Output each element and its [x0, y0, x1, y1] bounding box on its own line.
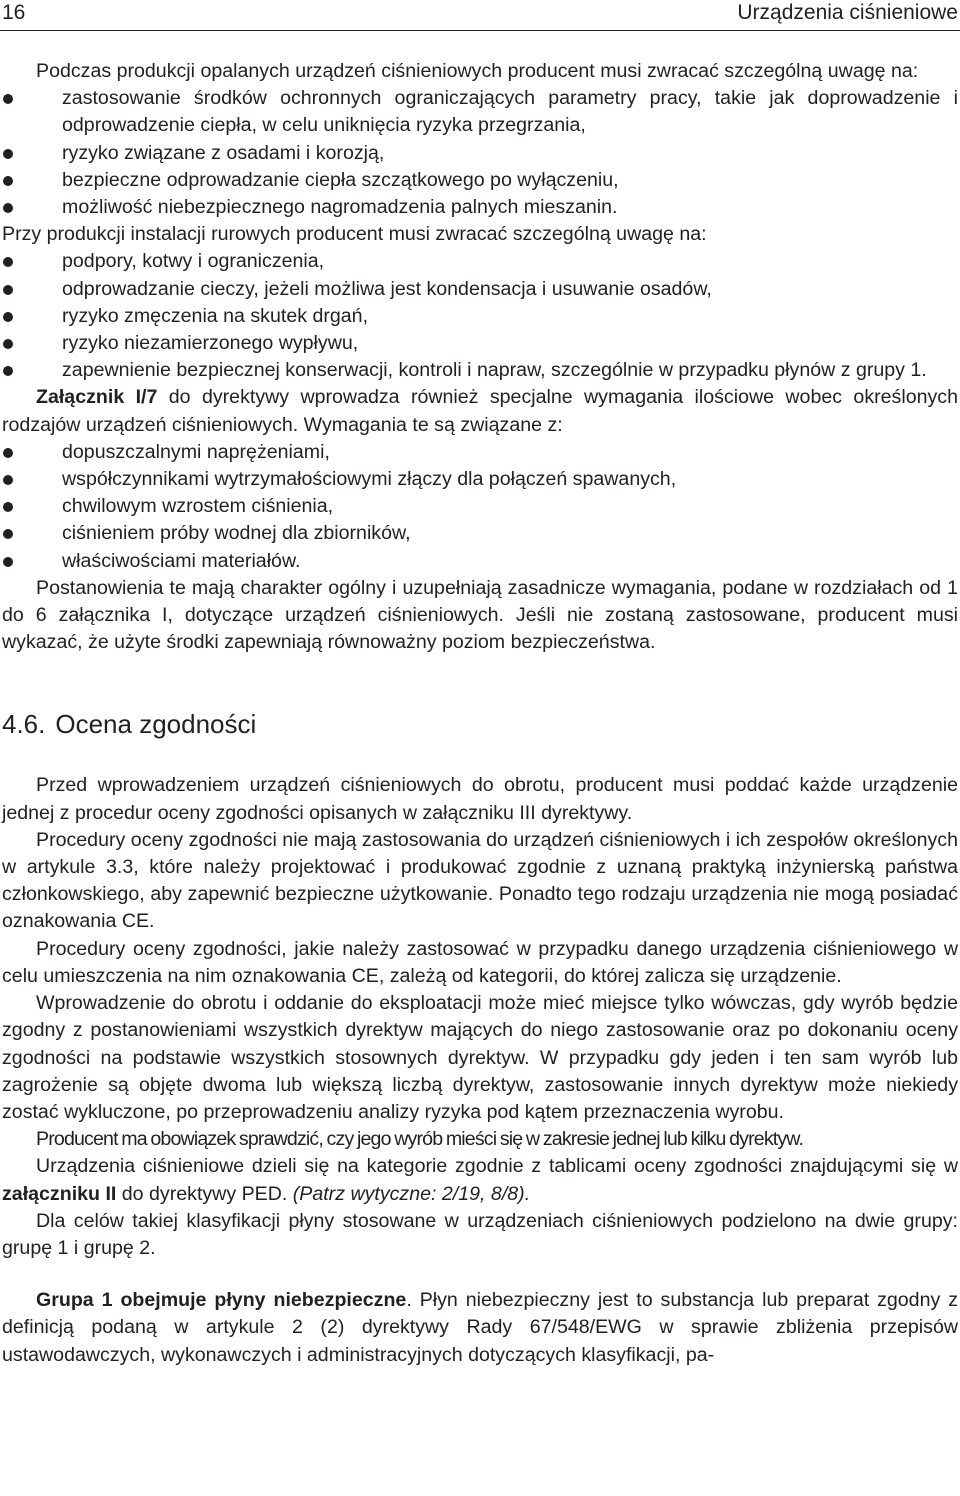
bullet-icon: [3, 529, 13, 539]
bullet-list: [2, 85, 958, 221]
bullet-icon: [3, 557, 13, 567]
list-item: bezpieczne odprowadzanie ciepła szczątkowego po wyłączeniu,: [2, 167, 958, 194]
list-item: dopuszczalnymi naprężeniami,: [2, 439, 958, 466]
bullet-icon: [3, 475, 13, 485]
bullet-list: [2, 248, 958, 384]
section-title: Ocena zgodności: [55, 709, 257, 740]
page-body: [2, 58, 958, 1369]
paragraph: Załącznik I/7 do dyrektywy wprowadza również specjalne wymagania ilościowe wobec określonych rodzajów urządzeń ciśnieniowych. Wymagania te są związane z:: [2, 386, 958, 436]
paragraph: Procedury oceny zgodności nie mają zastosowania do urządzeń ciśnieniowych i ich zespołów określonych w artykule 3.3, które należy projektować i produkować zgodnie z uznaną praktyką inżynierską państwa członkowskiego, aby zapewnić bezpieczne użytkowanie. Ponadto tego rodzaju urządzenia nie mogą posiadać oznakowania CE.: [2, 828, 958, 933]
paragraph: Przy produkcji instalacji rurowych producent musi zwracać szczególną uwagę na:: [2, 223, 707, 246]
bullet-icon: [3, 176, 13, 186]
page-number: 16: [2, 1, 26, 24]
spacer: [2, 1262, 958, 1287]
paragraph: Grupa 1 obejmuje płyny niebezpieczne. Płyn niebezpieczny jest to substancja lub preparat zgodny z definicją podaną w artykule 2 (2) dyrektywy Rady 67/548/EWG w sprawie zbliżenia przepisów ustawodawczych, wykonawczych i administracyjnych dotyczących klasyfikacji, pa-: [2, 1289, 958, 1366]
bullet-list: [2, 439, 958, 575]
paragraph: Wprowadzenie do obrotu i oddanie do eksploatacji może mieć miejsce tylko wówczas, gdy wyrób będzie zgodny z postanowieniami wszystkich dyrektyw mających do niego zastosowanie oraz po dokonaniu oceny zgodności na podstawie wszystkich stosownych dyrektyw. W przypadku gdy jeden i ten sam wyrób lub zagrożenie są objęte dwoma lub większą liczbą dyrektyw, zastosowanie innych dyrektyw może niekiedy zostać wykluczone, po przeprowadzeniu analizy ryzyka pod kątem przeznaczenia wyrobu.: [2, 992, 958, 1123]
paragraph: Dla celów takiej klasyfikacji płyny stosowane w urządzeniach ciśnieniowych podzielono na dwie grupy: grupę 1 i grupę 2.: [2, 1209, 958, 1259]
section-heading: [2, 708, 958, 740]
bullet-icon: [3, 257, 13, 267]
bullet-icon: [3, 502, 13, 512]
list-item: ryzyko niezamierzonego wypływu,: [2, 330, 958, 357]
group-heading: Grupa 1 obejmuje płyny niebezpieczne: [36, 1289, 407, 1312]
paragraph: Przed wprowadzeniem urządzeń ciśnieniowych do obrotu, producent musi poddać każde urządzenie jednej z procedur oceny zgodności opisanych w załączniku III dyrektywy.: [2, 774, 958, 824]
bullet-icon: [3, 448, 13, 458]
list-item: chwilowym wzrostem ciśnienia,: [2, 493, 958, 520]
list-item: ryzyko związane z osadami i korozją,: [2, 140, 958, 167]
bullet-icon: [3, 285, 13, 295]
annex-reference: Załącznik I/7: [36, 386, 158, 409]
paragraph: Podczas produkcji opalanych urządzeń ciśnieniowych producent musi zwracać szczególną uwagę na:: [36, 60, 919, 82]
paragraph: Procedury oceny zgodności, jakie należy zastosować w przypadku danego urządzenia ciśnieniowego w celu umieszczenia na nim oznakowania CE, zależą od kategorii, do której zalicza się urządzenie.: [2, 937, 958, 987]
paragraph: Urządzenia ciśnieniowe dzieli się na kategorie zgodnie z tablicami oceny zgodności znajdującymi się w załączniku II do dyrektywy PED. (Patrz wytyczne: 2/19, 8/8).: [2, 1155, 958, 1205]
paragraph: Postanowienia te mają charakter ogólny i uzupełniają zasadnicze wymagania, podane w rozdziałach od 1 do 6 załącznika I, dotyczące urządzeń ciśnieniowych. Jeśli nie zostaną zastosowane, producent musi wykazać, że użyte środki zapewniają równoważny poziom bezpieczeństwa.: [2, 576, 958, 654]
list-item: zastosowanie środków ochronnych ograniczających parametry pracy, takie jak doprowadzenie i odprowadzenie ciepła, w celu uniknięcia ryzyka przegrzania,: [2, 85, 958, 139]
bullet-icon: [3, 203, 13, 213]
bullet-icon: [3, 312, 13, 322]
guideline-reference: (Patrz wytyczne: 2/19, 8/8).: [292, 1182, 531, 1205]
annex-reference: załączniku II: [2, 1182, 117, 1205]
bullet-icon: [3, 149, 13, 159]
list-item: odprowadzanie cieczy, jeżeli możliwa jest kondensacja i usuwanie osadów,: [2, 276, 958, 303]
list-item: właściwościami materiałów.: [2, 548, 958, 575]
bullet-icon: [3, 339, 13, 349]
list-item: ryzyko zmęczenia na skutek drgań,: [2, 303, 958, 330]
running-title: Urządzenia ciśnieniowe: [737, 1, 958, 24]
list-item: współczynnikami wytrzymałościowymi złączy dla połączeń spawanych,: [2, 466, 958, 493]
list-item: możliwość niebezpiecznego nagromadzenia palnych mieszanin.: [2, 194, 958, 221]
bullet-icon: [3, 94, 13, 104]
list-item: zapewnienie bezpiecznej konserwacji, kontroli i napraw, szczególnie w przypadku płynów z grupy 1.: [2, 357, 958, 384]
paragraph: Producent ma obowiązek sprawdzić, czy jego wyrób mieści się w zakresie jednej lub kilku dyrektyw.: [36, 1128, 804, 1151]
bullet-icon: [3, 366, 13, 376]
list-item: ciśnieniem próby wodnej dla zbiorników,: [2, 520, 958, 547]
list-item: podpory, kotwy i ograniczenia,: [2, 248, 958, 275]
section-number: 4.6.: [2, 709, 46, 740]
page-header: [0, 0, 960, 31]
